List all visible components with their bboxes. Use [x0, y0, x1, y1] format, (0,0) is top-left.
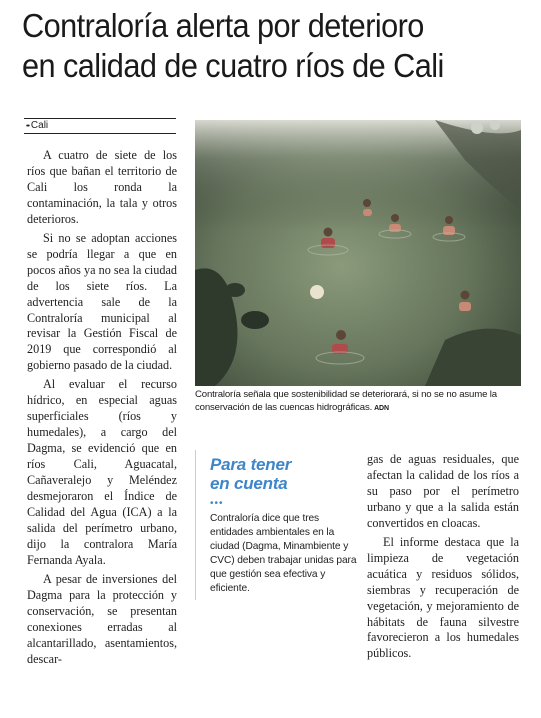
box-text: Contraloría dice que tres entidades ambientales en la ciudad (Dagma, Minambiente y CVC) deben trabajar unidas para que gestión sea efectiva y eficiente.	[210, 513, 357, 594]
headline	[22, 6, 496, 86]
paragraph-3: Al evaluar el recurso hídrico, en especial aguas superficiales (ríos y humedales), a cargo del Dagma, se evidenció que en ríos Cali, Aguacatal, Cañaveralejo y Meléndez desmejoraron el Índice de Calidad del Agua (ICA) a la salida del perímetro urbano, dijo la contralora María Fernanda Ayala.	[27, 377, 177, 567]
section-label	[24, 118, 176, 134]
paragraph-1: A cuatro de siete de los ríos que bañan el territorio de Cali los ronda la contaminación, la tala y otros deterioros.	[27, 148, 177, 226]
paragraph-4: A pesar de inversiones del Dagma para la protección y conservación, se presentan conexiones erradas al alcantarillado, asentamientos, descar-	[27, 571, 177, 666]
headline-line-1: Contraloría alerta por deterioro	[22, 7, 424, 44]
river-photo-illustration	[195, 120, 521, 386]
river-photo	[195, 120, 521, 386]
box-title	[210, 450, 357, 493]
article-column-1	[27, 148, 177, 671]
paragraph-2: Si no se adoptan acciones se podría llegar a que en pocos años ya no sea la ciudad de los siete ríos. La advertencia sale de la Contraloría municipal al revisar la Gestión Fiscal de 2019 que correspondió al gobierno pasado de la ciudad.	[27, 230, 177, 373]
paragraph-6: El informe destaca que la limpieza de vegetación acuática y residuos sólidos, siembras y recuperación de vegetación, y mejoramiento de hábitats de fauna silvestre favorecieron a los humedales públicos.	[367, 534, 519, 661]
section-marker: ••	[26, 123, 29, 130]
box-title-line-2: en cuenta	[210, 474, 288, 493]
article-column-3	[367, 452, 519, 665]
headline-line-2: en calidad de cuatro ríos de Cali	[22, 47, 444, 84]
photo-caption	[195, 389, 525, 415]
paragraph-5: gas de aguas residuales, que afectan la calidad de los ríos a su paso por el perímetro urbano y que a la salida están convertidos en cloacas.	[367, 452, 519, 530]
photo-credit: ADN	[374, 404, 389, 412]
box-dots: •••	[210, 498, 224, 509]
box-title-line-1: Para tener	[210, 455, 292, 474]
sidebar-box	[195, 450, 357, 600]
section-name: Cali	[30, 120, 49, 131]
caption-text: Contraloría señala que sostenibilidad se deteriorará, si no se no asume la conservación de las cuencas hidrográficas.	[195, 389, 497, 413]
